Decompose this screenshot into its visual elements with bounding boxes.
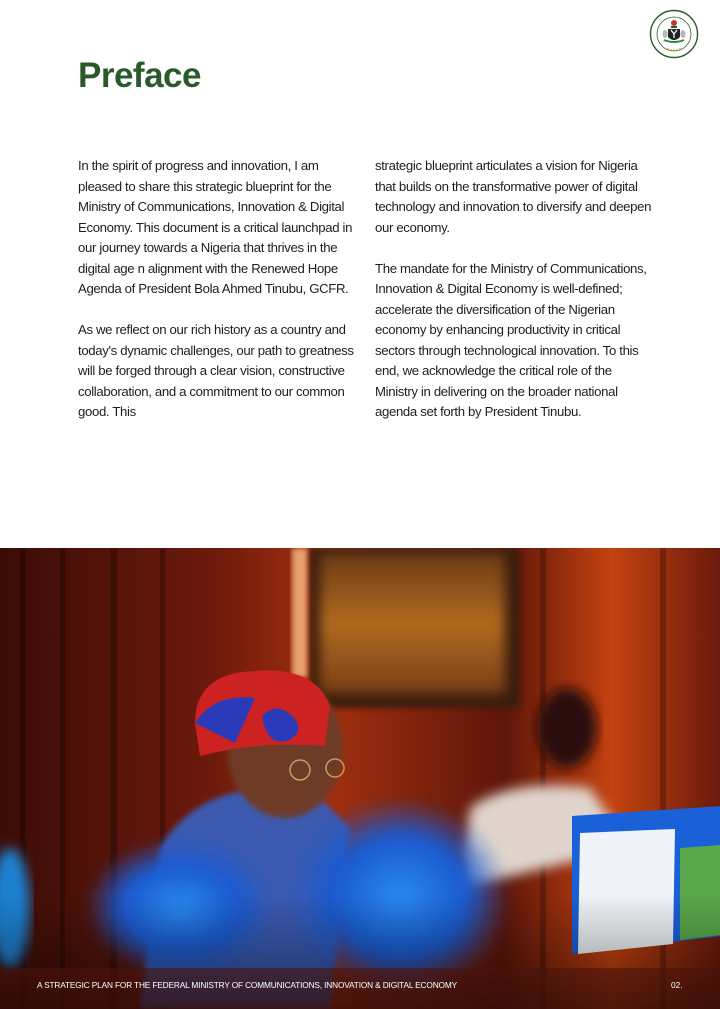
page-number: 02. [671, 980, 683, 990]
paragraph: In the spirit of progress and innovation, I am pleased to share this strategic blueprint for the Ministry of Communications, Innovation & Digital Economy. This document is a critical launchpad in our journey towards a Nigeria that thrives in the digital age n alignment with the Renewed Hope Agenda of President Bola Ahmed Tinubu, GCFR. [78, 158, 353, 296]
page-title: Preface [78, 56, 201, 95]
ministry-seal-logo [649, 9, 699, 59]
paragraph: strategic blueprint articulates a vision for Nigeria that builds on the transformative power of digital technology and innovation to diversify and deepen our economy. [375, 158, 652, 235]
paragraph: As we reflect on our rich history as a country and today's dynamic challenges, our path to greatness will be forged through a clear vision, constructive collaboration, and a commitment to our common good. This [78, 322, 354, 419]
paragraph: The mandate for the Ministry of Communications, Innovation & Digital Economy is well-defined; accelerate the diversification of the Nigerian economy by enhancing productivity in critical sectors through technological innovation. To this end, we acknowledge the critical role of the Ministry in delivering on the broader national agenda set forth by President Tinubu. [375, 260, 647, 419]
left-column [78, 156, 360, 443]
right-column [375, 156, 657, 443]
meeting-photo [0, 548, 720, 1009]
footer-document-title: A STRATEGIC PLAN FOR THE FEDERAL MINISTRY OF COMMUNICATIONS, INNOVATION & DIGITAL ECONOMY [37, 980, 457, 990]
